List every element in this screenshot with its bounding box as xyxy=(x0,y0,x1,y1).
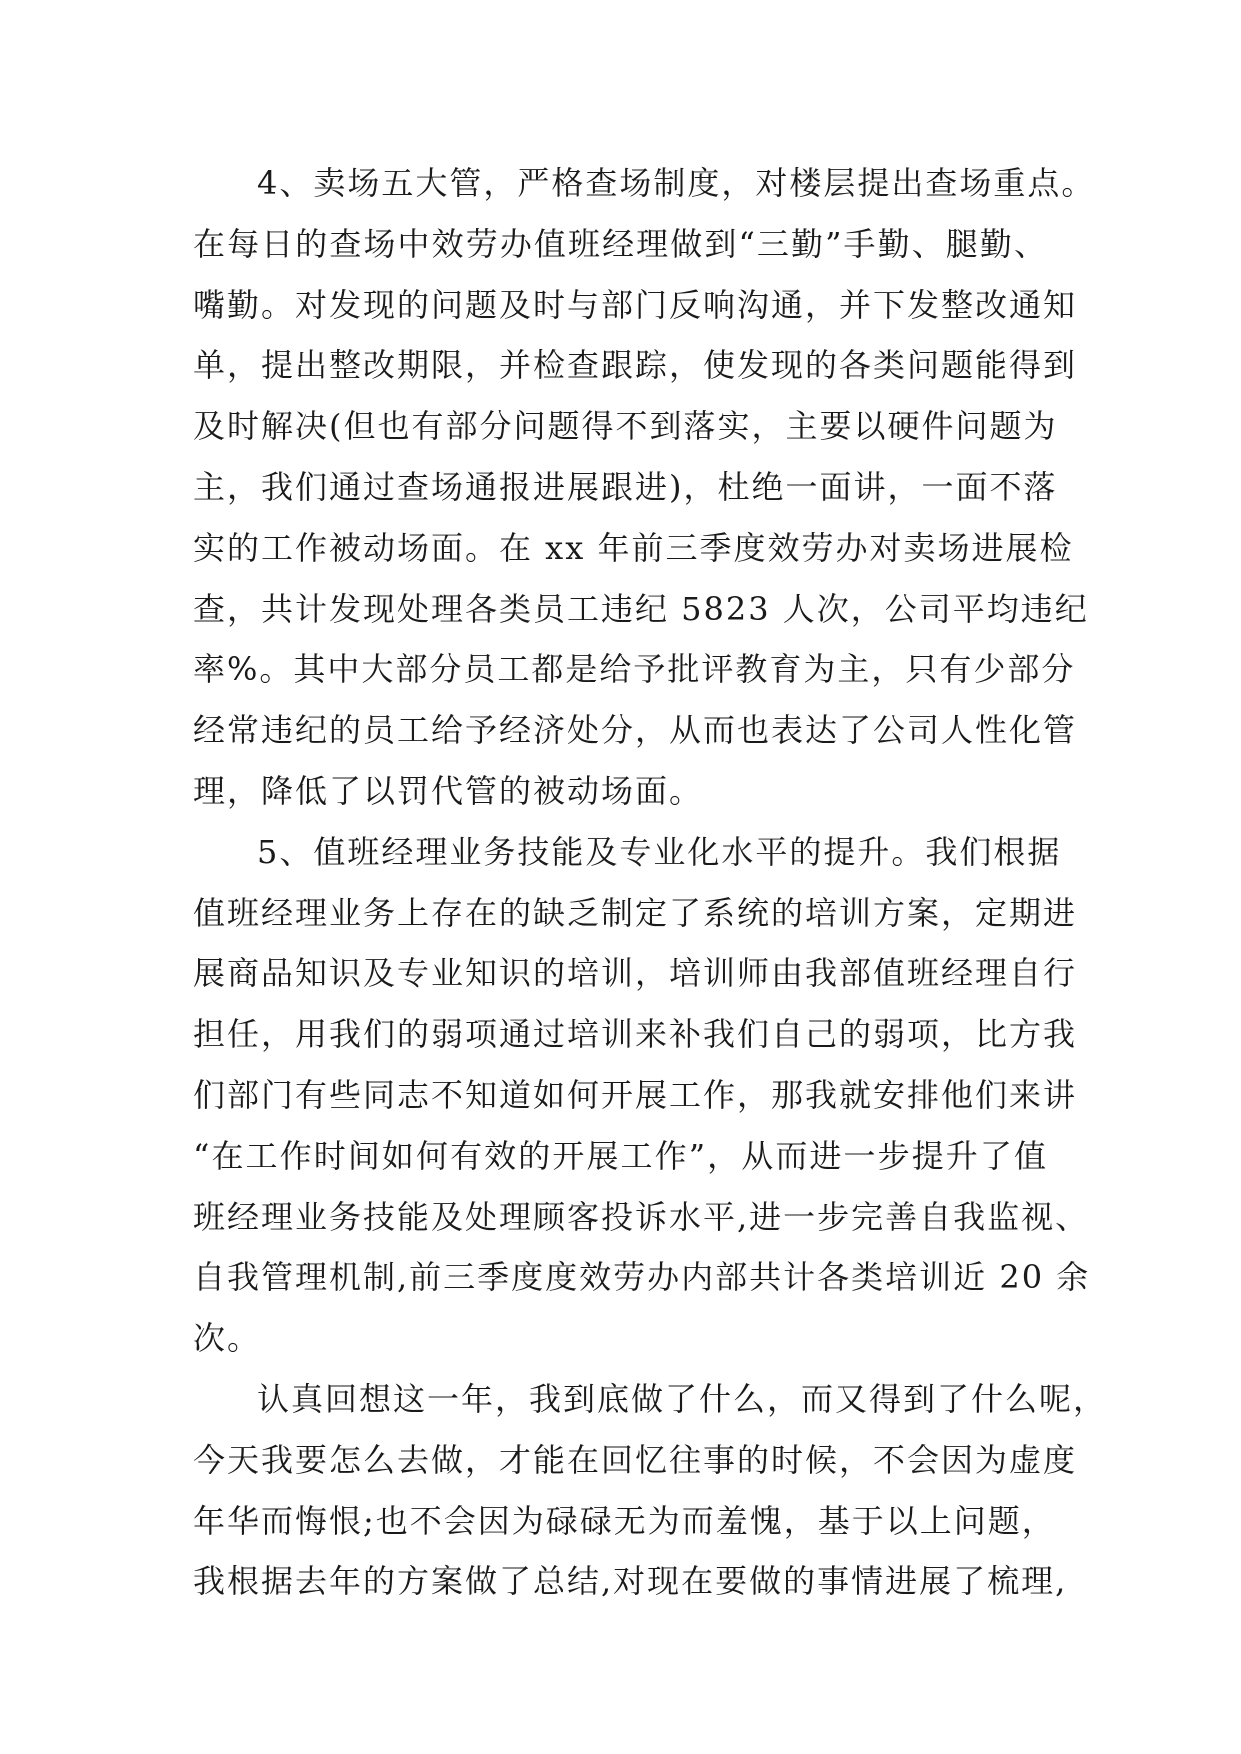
paragraph-2-line-4: 担任，用我们的弱项通过培训来补我们自己的弱项，比方我 xyxy=(193,1015,1078,1054)
paragraph-2-line-9: 次。 xyxy=(193,1319,262,1358)
paragraph-1-line-3: 嘴勤。对发现的问题及时与部门反响沟通，并下发整改通知 xyxy=(193,285,1078,324)
paragraph-1-line-2: 在每日的查场中效劳办值班经理做到“三勤”手勤、腿勤、 xyxy=(193,224,1048,263)
document-body xyxy=(193,153,1108,1612)
paragraph-3-line-4: 我根据去年的方案做了总结,对现在要做的事情进展了梳理, xyxy=(193,1562,1068,1601)
paragraph-2-line-7: 班经理业务技能及处理顾客投诉水平,进一步完善自我监视、 xyxy=(193,1197,1090,1236)
paragraph-3-line-3: 年华而悔恨;也不会因为碌碌无为而羞愧，基于以上问题， xyxy=(193,1501,1056,1540)
paragraph-1-line-1: 4、卖场五大管，严格查场制度，对楼层提出查场重点。 xyxy=(257,164,1096,202)
paragraph-1-line-5: 及时解决(但也有部分问题得不到落实，主要以硬件问题为 xyxy=(193,407,1058,446)
paragraph-1-line-10: 经常违纪的员工给予经济处分，从而也表达了公司人性化管 xyxy=(193,711,1078,750)
paragraph-1-line-6: 主，我们通过查场通报进展跟进)，杜绝一面讲，一面不落 xyxy=(193,467,1058,506)
paragraph-2-line-8: 自我管理机制,前三季度度效劳办内部共计各类培训近 20 余 xyxy=(193,1258,1091,1297)
paragraph-2-line-1: 5、值班经理业务技能及专业化水平的提升。我们根据 xyxy=(257,832,1062,871)
paragraph-2-line-6: “在工作时间如何有效的开展工作”，从而进一步提升了值 xyxy=(193,1136,1048,1175)
paragraph-1-line-4: 单，提出整改期限，并检查跟踪，使发现的各类问题能得到 xyxy=(193,346,1078,385)
paragraph-3-line-2: 今天我要怎么去做，才能在回忆往事的时候，不会因为虚度 xyxy=(193,1440,1078,1479)
paragraph-1-line-11: 理，降低了以罚代管的被动场面。 xyxy=(193,771,704,810)
paragraph-2-line-3: 展商品知识及专业知识的培训，培训师由我部值班经理自行 xyxy=(193,954,1078,993)
paragraph-2-line-5: 们部门有些同志不知道如何开展工作，那我就安排他们来讲 xyxy=(193,1075,1078,1114)
paragraph-3-line-1: 认真回想这一年，我到底做了什么，而又得到了什么呢， xyxy=(257,1379,1108,1418)
paragraph-1-line-8: 查，共计发现处理各类员工违纪 5823 人次，公司平均违纪 xyxy=(193,589,1089,628)
paragraph-1-line-9: 率%。其中大部分员工都是给予批评教育为主，只有少部分 xyxy=(193,650,1076,689)
paragraph-1-line-7: 实的工作被动场面。在 xx 年前三季度效劳办对卖场进展检 xyxy=(193,528,1074,567)
paragraph-2-line-2: 值班经理业务上存在的缺乏制定了系统的培训方案，定期进 xyxy=(193,893,1078,932)
